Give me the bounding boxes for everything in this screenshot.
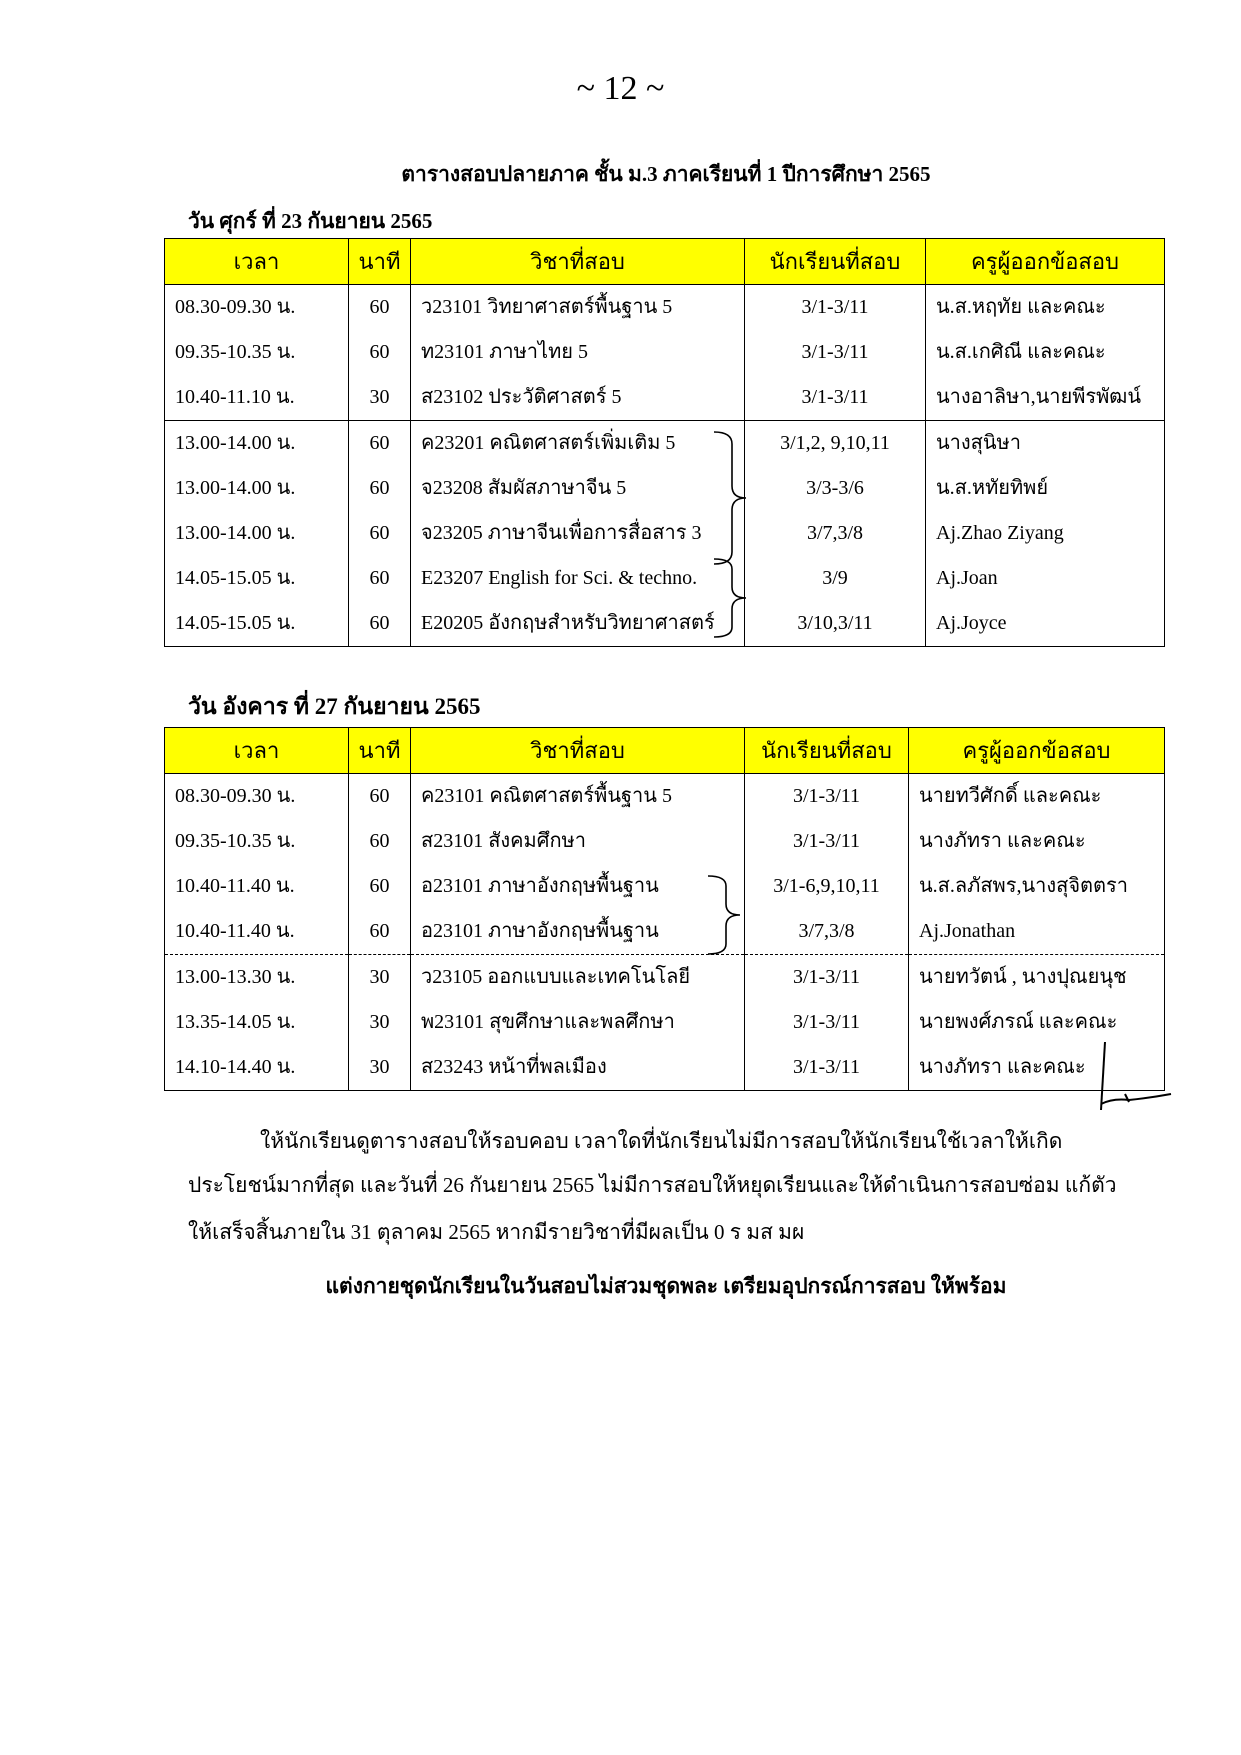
teacher-cell: น.ส.หฤทัย และคณะ bbox=[926, 285, 1165, 331]
minutes-cell: 60 bbox=[349, 864, 411, 909]
dress-code-notice: แต่งกายชุดนักเรียนในวันสอบไม่สวมชุดพละ เตรียมอุปกรณ์การสอบ ให้พร้อม bbox=[325, 1274, 1007, 1298]
teacher-cell: นางอาลิษา,นายพีรพัฒน์ bbox=[926, 375, 1165, 421]
subject-cell: ว23105 ออกแบบและเทคโนโลยี bbox=[411, 955, 745, 1001]
students-cell: 3/1-3/11 bbox=[745, 330, 926, 375]
table-row bbox=[165, 421, 1165, 467]
group-brace-icon bbox=[712, 428, 752, 572]
minutes-cell: 60 bbox=[349, 421, 411, 467]
header-time: เวลา bbox=[165, 728, 349, 774]
time-cell: 13.35-14.05 น. bbox=[165, 1000, 349, 1045]
teacher-cell: Aj.Joan bbox=[926, 556, 1165, 601]
minutes-cell: 60 bbox=[349, 466, 411, 511]
students-cell: 3/7,3/8 bbox=[745, 909, 909, 955]
students-cell: 3/10,3/11 bbox=[745, 601, 926, 647]
time-cell: 10.40-11.10 น. bbox=[165, 375, 349, 421]
table-row bbox=[165, 909, 1165, 955]
time-cell: 13.00-14.00 น. bbox=[165, 421, 349, 467]
notice-line-2: ประโยชน์มากที่สุด และวันที่ 26 กันยายน 2565 ไม่มีการสอบให้หยุดเรียนและให้ดำเนินการสอบซ่อม แก้ตัว bbox=[188, 1173, 1117, 1197]
time-cell: 13.00-13.30 น. bbox=[165, 955, 349, 1001]
page-number: ~ 12 ~ bbox=[576, 70, 665, 107]
time-cell: 13.00-14.00 น. bbox=[165, 466, 349, 511]
table-header-row bbox=[165, 728, 1165, 774]
teacher-cell: นายทวีศักดิ์ และคณะ bbox=[909, 774, 1165, 820]
table-row bbox=[165, 511, 1165, 556]
table-row bbox=[165, 330, 1165, 375]
table-header-row bbox=[165, 239, 1165, 285]
subject-cell: พ23101 สุขศึกษาและพลศึกษา bbox=[411, 1000, 745, 1045]
teacher-cell: น.ส.ลภัสพร,นางสุจิตตรา bbox=[909, 864, 1165, 909]
header-students: นักเรียนที่สอบ bbox=[745, 239, 926, 285]
students-cell: 3/9 bbox=[745, 556, 926, 601]
time-cell: 09.35-10.35 น. bbox=[165, 330, 349, 375]
day1-heading: วัน ศุกร์ ที่ 23 กันยายน 2565 bbox=[188, 209, 433, 233]
minutes-cell: 60 bbox=[349, 601, 411, 647]
table-row bbox=[165, 375, 1165, 421]
header-students: นักเรียนที่สอบ bbox=[745, 728, 909, 774]
table-row bbox=[165, 1045, 1165, 1091]
students-cell: 3/1,2, 9,10,11 bbox=[745, 421, 926, 467]
teacher-cell: นายพงศ์ภรณ์ และคณะ bbox=[909, 1000, 1165, 1045]
minutes-cell: 30 bbox=[349, 1045, 411, 1091]
table-row bbox=[165, 1000, 1165, 1045]
minutes-cell: 60 bbox=[349, 556, 411, 601]
subject-cell: จ23205 ภาษาจีนเพื่อการสื่อสาร 3 bbox=[411, 511, 745, 556]
minutes-cell: 60 bbox=[349, 285, 411, 331]
table-row bbox=[165, 601, 1165, 647]
day2-heading: วัน อังคาร ที่ 27 กันยายน 2565 bbox=[188, 694, 481, 719]
subject-cell: ว23101 วิทยาศาสตร์พื้นฐาน 5 bbox=[411, 285, 745, 331]
minutes-cell: 60 bbox=[349, 330, 411, 375]
subject-cell: E20205 อังกฤษสำหรับวิทยาศาสตร์ bbox=[411, 601, 745, 647]
time-cell: 14.05-15.05 น. bbox=[165, 601, 349, 647]
table-row bbox=[165, 864, 1165, 909]
time-cell: 09.35-10.35 น. bbox=[165, 819, 349, 864]
table-row bbox=[165, 819, 1165, 864]
teacher-cell: นางภัทรา และคณะ bbox=[909, 1045, 1165, 1091]
time-cell: 08.30-09.30 น. bbox=[165, 774, 349, 820]
table-row bbox=[165, 955, 1165, 1001]
minutes-cell: 30 bbox=[349, 375, 411, 421]
subject-cell: จ23208 สัมผัสภาษาจีน 5 bbox=[411, 466, 745, 511]
students-cell: 3/1-3/11 bbox=[745, 774, 909, 820]
students-cell: 3/1-3/11 bbox=[745, 819, 909, 864]
time-cell: 10.40-11.40 น. bbox=[165, 864, 349, 909]
students-cell: 3/1-3/11 bbox=[745, 285, 926, 331]
time-cell: 14.10-14.40 น. bbox=[165, 1045, 349, 1091]
group-brace-icon bbox=[712, 555, 752, 645]
subject-cell: ส23102 ประวัติศาสตร์ 5 bbox=[411, 375, 745, 421]
time-cell: 10.40-11.40 น. bbox=[165, 909, 349, 955]
students-cell: 3/3-3/6 bbox=[745, 466, 926, 511]
header-subject: วิชาที่สอบ bbox=[411, 239, 745, 285]
minutes-cell: 30 bbox=[349, 955, 411, 1001]
teacher-cell: Aj.Joyce bbox=[926, 601, 1165, 647]
subject-cell: อ23101 ภาษาอังกฤษพื้นฐาน bbox=[411, 864, 745, 909]
subject-cell: E23207 English for Sci. & techno. bbox=[411, 556, 745, 601]
time-cell: 13.00-14.00 น. bbox=[165, 511, 349, 556]
subject-cell: อ23101 ภาษาอังกฤษพื้นฐาน bbox=[411, 909, 745, 955]
day2-schedule-table bbox=[164, 727, 1165, 1091]
notice-line-3: ให้เสร็จสิ้นภายใน 31 ตุลาคม 2565 หากมีรายวิชาที่มีผลเป็น 0 ร มส มผ bbox=[188, 1220, 805, 1244]
teacher-cell: น.ส.เกศิณี และคณะ bbox=[926, 330, 1165, 375]
students-cell: 3/1-3/11 bbox=[745, 1000, 909, 1045]
group-brace-icon bbox=[706, 872, 746, 960]
teacher-cell: นางภัทรา และคณะ bbox=[909, 819, 1165, 864]
notice-line-1: ให้นักเรียนดูตารางสอบให้รอบคอบ เวลาใดที่นักเรียนไม่มีการสอบให้นักเรียนใช้เวลาให้เกิด bbox=[260, 1129, 1063, 1153]
signature-mark bbox=[1095, 1040, 1175, 1120]
table-row bbox=[165, 556, 1165, 601]
minutes-cell: 60 bbox=[349, 909, 411, 955]
teacher-cell: น.ส.หทัยทิพย์ bbox=[926, 466, 1165, 511]
students-cell: 3/1-3/11 bbox=[745, 955, 909, 1001]
minutes-cell: 30 bbox=[349, 1000, 411, 1045]
minutes-cell: 60 bbox=[349, 511, 411, 556]
table-row bbox=[165, 285, 1165, 331]
header-time: เวลา bbox=[165, 239, 349, 285]
teacher-cell: นายทวัตน์ , นางปุณยนุช bbox=[909, 955, 1165, 1001]
teacher-cell: Aj.Zhao Ziyang bbox=[926, 511, 1165, 556]
students-cell: 3/1-3/11 bbox=[745, 1045, 909, 1091]
teacher-cell: Aj.Jonathan bbox=[909, 909, 1165, 955]
minutes-cell: 60 bbox=[349, 774, 411, 820]
header-teacher: ครูผู้ออกข้อสอบ bbox=[909, 728, 1165, 774]
header-minutes: นาที bbox=[349, 728, 411, 774]
students-cell: 3/1-6,9,10,11 bbox=[745, 864, 909, 909]
teacher-cell: นางสุนิษา bbox=[926, 421, 1165, 467]
table-row bbox=[165, 466, 1165, 511]
students-cell: 3/7,3/8 bbox=[745, 511, 926, 556]
time-cell: 14.05-15.05 น. bbox=[165, 556, 349, 601]
table-row bbox=[165, 774, 1165, 820]
header-teacher: ครูผู้ออกข้อสอบ bbox=[926, 239, 1165, 285]
subject-cell: ท23101 ภาษาไทย 5 bbox=[411, 330, 745, 375]
subject-cell: ส23101 สังคมศึกษา bbox=[411, 819, 745, 864]
minutes-cell: 60 bbox=[349, 819, 411, 864]
subject-cell: ค23101 คณิตศาสตร์พื้นฐาน 5 bbox=[411, 774, 745, 820]
day1-schedule-table bbox=[164, 238, 1165, 647]
document-title: ตารางสอบปลายภาค ชั้น ม.3 ภาคเรียนที่ 1 ปีการศึกษา 2565 bbox=[401, 162, 931, 186]
subject-cell: ค23201 คณิตศาสตร์เพิ่มเติม 5 bbox=[411, 421, 745, 467]
students-cell: 3/1-3/11 bbox=[745, 375, 926, 421]
header-minutes: นาที bbox=[349, 239, 411, 285]
time-cell: 08.30-09.30 น. bbox=[165, 285, 349, 331]
header-subject: วิชาที่สอบ bbox=[411, 728, 745, 774]
subject-cell: ส23243 หน้าที่พลเมือง bbox=[411, 1045, 745, 1091]
